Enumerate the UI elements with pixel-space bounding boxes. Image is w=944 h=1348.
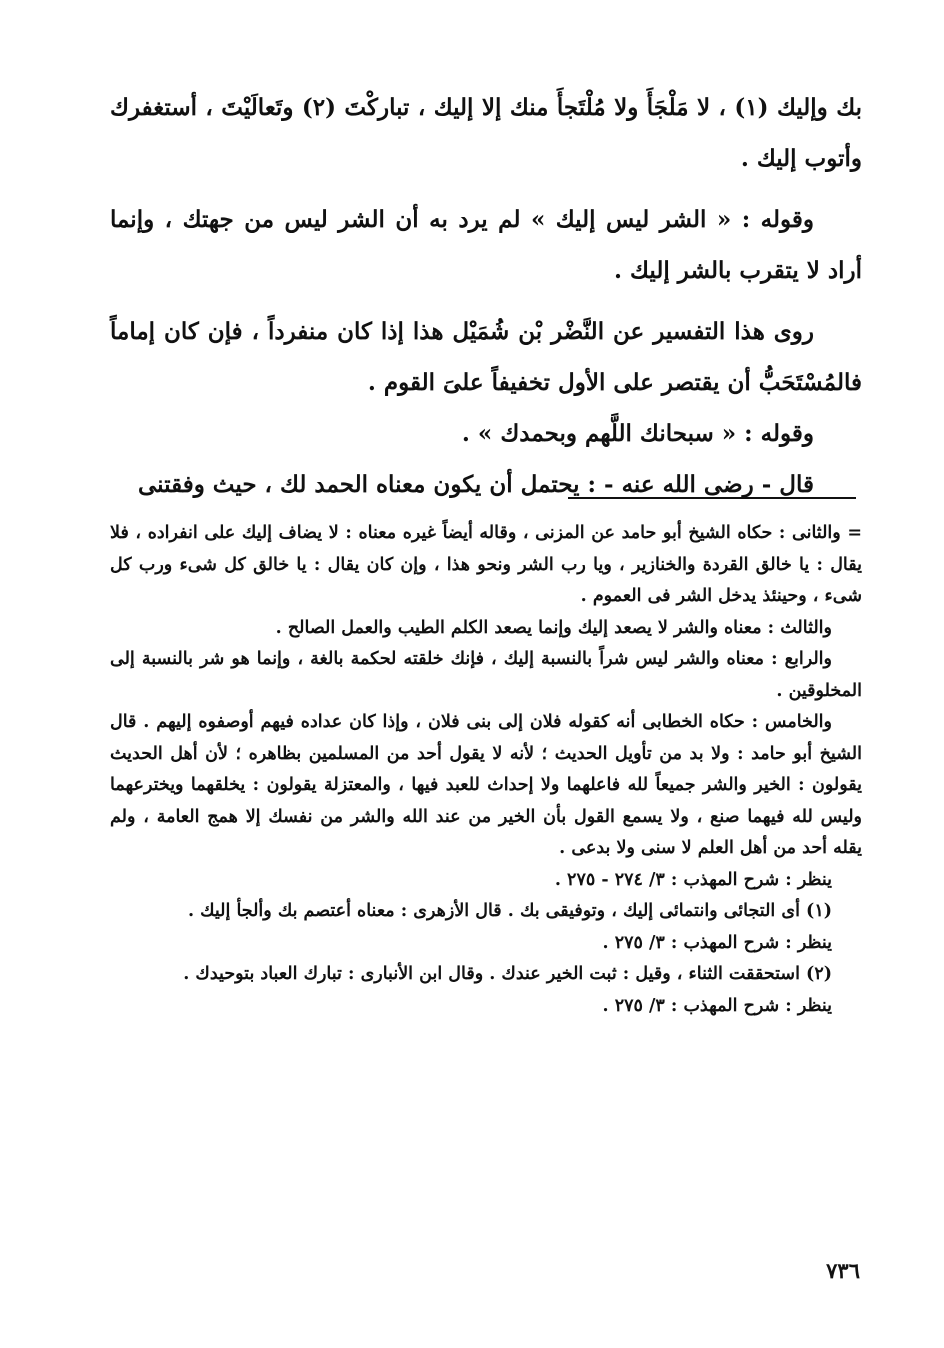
- main-paragraph-5: قال - رضى الله عنه - : يحتمل أن يكون معناه الحمد لك ، حيث وفقتنى: [138, 471, 814, 498]
- main-text: [110, 82, 862, 510]
- footnote-fifth: والخامس : حكاه الخطابى أنه كقوله فلان إلى بنى فلان ، وإذا كان عداده فيهم أوصفوه إليهم . قال الشيخ أبو حامد : ولا بد من تأويل الحديث ؛ لأنه لا يقول أحد من المسلمين بظاهره ؛ لأن أهل الحديث يقولون : الخير والشر جميعاً لله فاعلهما ولا إحداث للعبد فيها ، والمعتزلة يقولون : يخلقهما ويخترعهما وليس لله فيهما صنع ، ولا يسمع القول بأن الخير من عند الله والشر من نفسك إلا همج العامة ، ولم يقله أحد من أهل العلم لا سنى ولا بدعى .: [110, 712, 862, 858]
- main-paragraph-2: وقوله : « الشر ليس إليك » لم يرد به أن الشر ليس من جهتك ، وإنما أراد لا يتقرب بالشر إليك .: [110, 206, 862, 284]
- footnote-separator: [568, 497, 856, 499]
- footnote-1: (١) أى التجائى وانتمائى إليك ، وتوفيقى بك . قال الأزهرى : معناه أعتصم بك وألجأ إليك .: [187, 901, 832, 921]
- page-number: ٧٣٦: [826, 1258, 860, 1283]
- footnote-2: (٢) استحققت الثناء ، وقيل : ثبت الخير عندك . وقال ابن الأنبارى : تبارك العباد بتوحيدك .: [183, 964, 832, 984]
- main-paragraph-4: وقوله : « سبحانك اللَّهم وبحمدك » .: [461, 420, 814, 447]
- main-paragraph-3: روى هذا التفسير عن النَّضْر بْن شُمَيْل هذا إذا كان منفرداً ، فإن كان إماماً فالمُسْتَحَبُّ أن يقتصر على الأول تخفيفاً علىَ القوم .: [110, 318, 862, 396]
- footnote-third: والثالث : معناه والشر لا يصعد إليك وإنما يصعد الكلم الطيب والعمل الصالح .: [275, 617, 832, 638]
- main-paragraph-1: بك وإليك (١) ، لا مَلْجَأَ ولا مُلْتَجأَ منك إلا إليك ، تباركْتَ (٢) وتَعالَيْتَ ، أستغفرك وأتوب إليك .: [110, 94, 862, 172]
- footnotes: [110, 518, 862, 1022]
- footnote-fourth: والرابع : معناه والشر ليس شراً بالنسبة إليك ، فإنك خلقته لحكمة بالغة ، وإنما هو شر بالنسبة إلى المخلوقين .: [110, 649, 862, 701]
- footnote-2-reference: ينظر : شرح المهذب : ٣/ ٢٧٥ .: [602, 995, 832, 1016]
- footnote-1-reference: ينظر : شرح المهذب : ٣/ ٢٧٥ .: [602, 932, 832, 953]
- footnote-reference: ينظر : شرح المهذب : ٣/ ٢٧٤ - ٢٧٥ .: [554, 869, 832, 890]
- footnote-continuation: = والثانى : حكاه الشيخ أبو حامد عن المزنى ، وقاله أيضاً غيره معناه : لا يضاف إليك على انفراده ، فلا يقال : يا خالق القردة والخنازير ، ويا رب الشر ونحو هذا ، وإن كان يقال : يا خالق كل شىء ورب كل شىء ، وحينئذ يدخل الشر فى العموم .: [110, 523, 862, 606]
